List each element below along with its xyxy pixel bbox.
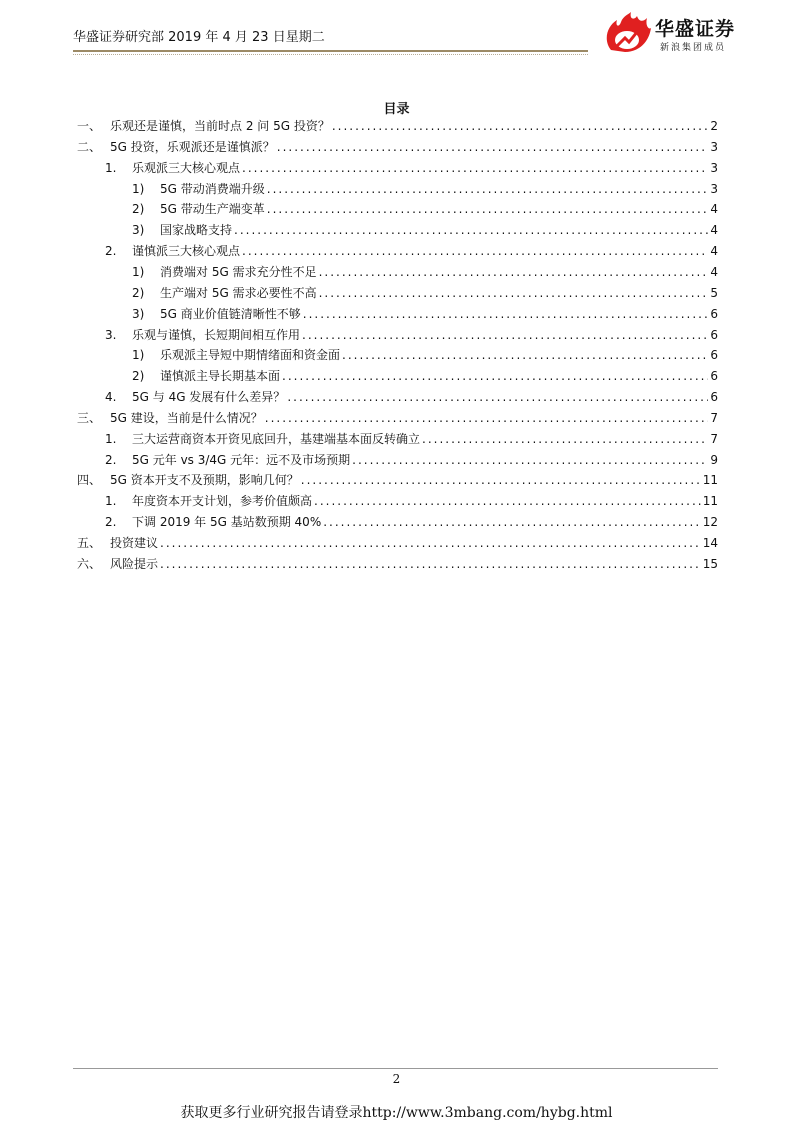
toc-entry-number: 2) bbox=[132, 202, 145, 217]
toc-leader-dots bbox=[302, 327, 708, 343]
toc-entry-page: 9 bbox=[710, 452, 718, 467]
toc-entry-label: 乐观还是谨慎，当前时点 2 问 5G 投资？ bbox=[110, 119, 330, 133]
toc-leader-dots bbox=[319, 264, 709, 280]
toc-entry-label: 5G 资本开支不及预期，影响几何？ bbox=[110, 473, 299, 488]
toc-entry[interactable] bbox=[77, 387, 718, 405]
toc-leader-dots bbox=[242, 243, 708, 259]
toc-entry[interactable] bbox=[77, 283, 718, 301]
toc-entry-page: 11 bbox=[702, 494, 718, 509]
page-number: 2 bbox=[392, 1072, 401, 1086]
toc-entry-label: 5G 元年 vs 3/4G 元年：远不及市场预期 bbox=[132, 452, 351, 467]
toc-entry-number: 一、 bbox=[77, 119, 102, 133]
toc-entry-page: 4 bbox=[710, 223, 718, 238]
toc-entry-page: 12 bbox=[702, 515, 718, 530]
toc-entry-page: 6 bbox=[710, 390, 718, 405]
toc-entry[interactable] bbox=[77, 345, 718, 363]
toc-entry-label: 乐观派三大核心观点 bbox=[132, 160, 241, 175]
toc-entry-number: 3) bbox=[132, 223, 145, 238]
toc-entry-number: 四、 bbox=[77, 473, 102, 488]
toc-leader-dots bbox=[342, 347, 708, 363]
toc-entry[interactable] bbox=[77, 241, 718, 259]
toc-leader-dots bbox=[352, 452, 708, 468]
toc-entry[interactable] bbox=[77, 179, 718, 197]
toc-entry-number: 1. bbox=[105, 160, 117, 175]
toc-entry-number: 六、 bbox=[77, 556, 102, 571]
logo-subtitle: 新浪集团成员 bbox=[660, 43, 727, 53]
toc-entry[interactable] bbox=[77, 325, 718, 343]
toc-entry-number: 2) bbox=[132, 369, 145, 384]
toc-entry-page: 7 bbox=[710, 410, 718, 425]
toc-leader-dots bbox=[265, 410, 709, 426]
header-divider-dotted bbox=[73, 54, 588, 56]
toc-entry-number: 2) bbox=[132, 285, 145, 300]
toc-entry-number: 2. bbox=[105, 515, 117, 530]
toc-leader-dots bbox=[160, 535, 701, 551]
toc-entry-page: 6 bbox=[710, 327, 718, 342]
toc-entry[interactable] bbox=[77, 304, 718, 322]
toc-entry-label: 5G 带动生产端变革 bbox=[160, 202, 265, 217]
toc-entry-page: 3 bbox=[710, 181, 718, 196]
toc-entry[interactable] bbox=[77, 429, 718, 447]
toc-leader-dots bbox=[267, 181, 709, 197]
toc-entry-label: 5G 建设，当前是什么情况？ bbox=[110, 410, 263, 425]
footer-divider bbox=[73, 1068, 718, 1069]
toc-entry-label: 三大运营商资本开资见底回升，基建端基本面反转确立 bbox=[132, 431, 421, 446]
toc-entry-label: 5G 投资，乐观派还是谨慎派？ bbox=[110, 139, 275, 154]
company-logo bbox=[603, 12, 773, 54]
toc-entry-label: 5G 与 4G 发展有什么差异？ bbox=[132, 390, 286, 405]
toc-entry[interactable] bbox=[77, 470, 718, 488]
toc-entry-label: 5G 商业价值链清晰性不够 bbox=[160, 306, 301, 321]
toc-entry-number: 二、 bbox=[77, 139, 102, 154]
toc-entry-number: 三、 bbox=[77, 410, 102, 425]
toc-entry-page: 14 bbox=[702, 536, 718, 550]
toc-entry-page: 2 bbox=[710, 119, 718, 133]
toc-entry[interactable] bbox=[77, 199, 718, 217]
toc-entry[interactable] bbox=[77, 512, 718, 530]
toc-leader-dots bbox=[287, 389, 708, 405]
toc-entry-label: 投资建议 bbox=[110, 536, 159, 550]
toc-entry[interactable] bbox=[77, 554, 718, 572]
toc-leader-dots bbox=[332, 118, 709, 134]
toc-entry-page: 6 bbox=[710, 369, 718, 384]
toc-leader-dots bbox=[267, 201, 709, 217]
toc-leader-dots bbox=[282, 368, 708, 384]
toc-entry-page: 3 bbox=[710, 160, 718, 175]
toc-entry-label: 乐观派主导短中期情绪面和资金面 bbox=[160, 348, 341, 363]
toc-entry[interactable] bbox=[77, 408, 718, 426]
toc-entry-number: 3) bbox=[132, 306, 145, 321]
toc-entry-label: 谨慎派三大核心观点 bbox=[132, 244, 241, 259]
toc-entry-page: 11 bbox=[702, 473, 718, 488]
toc-entry-page: 4 bbox=[710, 202, 718, 217]
toc-leader-dots bbox=[242, 160, 708, 176]
toc-title: 目录 bbox=[383, 102, 410, 117]
toc-entry-label: 消费端对 5G 需求充分性不足 bbox=[160, 264, 317, 279]
toc-entry-number: 2. bbox=[105, 452, 117, 467]
toc-leader-dots bbox=[314, 493, 701, 509]
toc-leader-dots bbox=[422, 431, 708, 447]
toc-entry-page: 3 bbox=[710, 139, 718, 154]
toc-entry[interactable] bbox=[77, 450, 718, 468]
toc-entry-label: 乐观与谨慎，长短期间相互作用 bbox=[132, 327, 301, 342]
toc-entry-number: 3. bbox=[105, 327, 117, 342]
toc-leader-dots bbox=[319, 285, 709, 301]
toc-entry-number: 4. bbox=[105, 390, 117, 405]
toc-entry-label: 国家战略支持 bbox=[160, 223, 233, 238]
toc-entry-label: 谨慎派主导长期基本面 bbox=[160, 369, 281, 384]
toc-entry-page: 7 bbox=[710, 431, 718, 446]
footer-link[interactable]: 获取更多行业研究报告请登录http://www.3mbang.com/hybg.html bbox=[180, 1105, 613, 1121]
toc-leader-dots bbox=[160, 556, 701, 572]
toc-entry-page: 6 bbox=[710, 306, 718, 321]
logo-name: 华盛证券 bbox=[655, 18, 736, 40]
toc-entry-page: 6 bbox=[710, 348, 718, 363]
toc-entry[interactable] bbox=[77, 116, 718, 134]
flame-logo-icon bbox=[603, 12, 653, 54]
toc-entry-number: 1. bbox=[105, 494, 117, 509]
toc-entry-number: 1) bbox=[132, 348, 145, 363]
toc-entry-number: 1. bbox=[105, 431, 117, 446]
toc-leader-dots bbox=[301, 472, 701, 488]
toc-entry[interactable] bbox=[77, 366, 718, 384]
toc-entry[interactable] bbox=[77, 137, 718, 155]
toc-entry[interactable] bbox=[77, 491, 718, 509]
toc-entry[interactable] bbox=[77, 220, 718, 238]
toc-entry-label: 5G 带动消费端升级 bbox=[160, 181, 265, 196]
toc-entry[interactable] bbox=[77, 262, 718, 280]
toc-entry-page: 4 bbox=[710, 244, 718, 259]
toc-entry-number: 1) bbox=[132, 264, 145, 279]
toc-leader-dots bbox=[277, 139, 709, 155]
toc-entry[interactable] bbox=[77, 158, 718, 176]
toc-entry-label: 生产端对 5G 需求必要性不高 bbox=[160, 285, 317, 300]
toc-entry-label: 风险提示 bbox=[110, 556, 159, 571]
header-text: 华盛证券研究部 2019 年 4 月 23 日星期二 bbox=[73, 30, 325, 45]
header-divider bbox=[73, 50, 588, 52]
toc-leader-dots bbox=[323, 514, 701, 530]
toc-entry-number: 2. bbox=[105, 244, 117, 259]
toc-entry-page: 5 bbox=[710, 285, 718, 300]
toc-entry-page: 15 bbox=[702, 556, 718, 571]
toc-entry-page: 4 bbox=[710, 264, 718, 279]
toc-entry[interactable] bbox=[77, 533, 718, 551]
toc-entry-label: 下调 2019 年 5G 基站数预期 40% bbox=[132, 515, 322, 530]
toc-entry-number: 1) bbox=[132, 181, 145, 196]
toc-entry-label: 年度资本开支计划，参考价值颇高 bbox=[132, 494, 313, 509]
toc-entry-number: 五、 bbox=[77, 536, 102, 550]
toc-leader-dots bbox=[303, 306, 709, 322]
toc-leader-dots bbox=[234, 222, 708, 238]
